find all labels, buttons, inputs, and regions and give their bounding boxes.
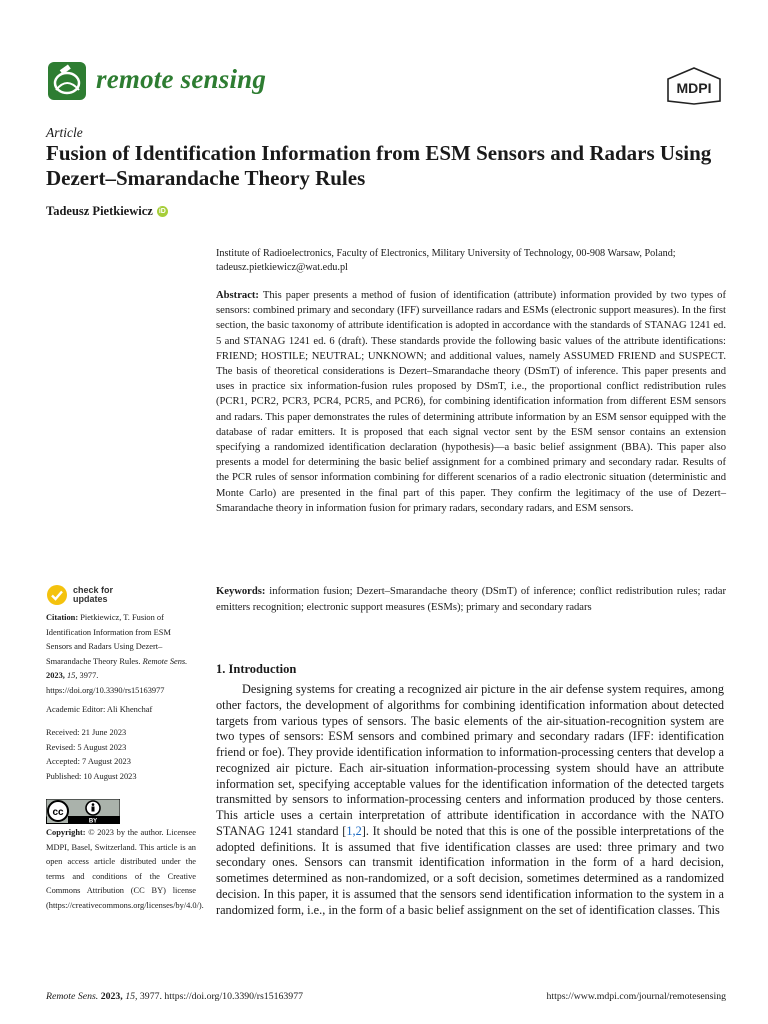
mdpi-logo-text: MDPI: [676, 80, 712, 96]
citation-journal: Remote Sens.: [142, 656, 188, 666]
affiliation-email[interactable]: tadeusz.pietkiewicz@wat.edu.pl: [216, 261, 348, 273]
footer-year: 2023,: [100, 991, 123, 1002]
section-heading: 1. Introduction: [216, 662, 297, 676]
cc-by-license-icon[interactable]: [46, 799, 120, 824]
article-type: Article: [46, 125, 83, 140]
academic-editor: Academic Editor: Ali Khenchaf: [46, 705, 153, 714]
intro-paragraph: [216, 682, 724, 918]
mdpi-logo-icon: [666, 67, 722, 105]
cc-by-label: BY: [88, 818, 98, 824]
footer-journal: Remote Sens.: [46, 991, 99, 1002]
copyright-label: Copyright:: [46, 828, 86, 837]
citation-volume: 15,: [66, 671, 78, 680]
author: [46, 204, 168, 219]
author-name: Tadeusz Pietkiewicz: [46, 204, 153, 218]
citation-block: [46, 611, 196, 698]
copyright-text: © 2023 by the author. Licensee MDPI, Basel, Switzerland. This article is an open access article distributed under the terms and conditions of the Creative Commons Attribution (CC BY) license (https://creativecommons.org/licenses/by/4.0/).: [46, 828, 204, 910]
citation-label: Citation:: [46, 613, 79, 622]
footer-journal-url[interactable]: https://www.mdpi.com/journal/remotesensing: [546, 991, 726, 1002]
date-revised: Revised: 5 August 2023: [46, 742, 127, 752]
copyright-block: [46, 826, 204, 913]
abstract-label: Abstract:: [216, 290, 259, 301]
journal-name: remote sensing: [96, 64, 267, 94]
intro-text-1: Designing systems for creating a recognized air picture in the air defense system requires, among other factors, the development of algorithms for combining identification information about detected targets from various types of sensors. The basic elements of the air-situation-recognition system are two types of sensors: ESM sensors and combined primary and secondary radars (IFF: identification friend or foe). They provide identification information to information-processing centers that develop a recognized air picture. Each air-situation information-processing system should have an attribute information set, specifying acceptable values for the identification information of the detected targets transmitted by sensors to information-processing centers and information produced by those centers. This article uses a certain interpretation of attribute identification in accordance with the NATO STANAG 1241 standard [: [216, 682, 724, 838]
footer-doi[interactable]: 3977. https://doi.org/10.3390/rs15163977: [139, 991, 303, 1002]
affiliation: [216, 247, 726, 274]
paper-title: Fusion of Identification Information from ESM Sensors and Radars Using Dezert–Smarandache Theory Rules: [46, 141, 712, 190]
date-published: Published: 10 August 2023: [46, 771, 137, 781]
keywords-text: information fusion; Dezert–Smarandache theory (DSmT) of inference; conflict redistribution rules; radar emitters recognition; electronic support measures (ESMs); primary and secondary radars: [216, 586, 726, 613]
check-for-updates-button[interactable]: [46, 584, 113, 606]
abstract-text: This paper presents a method of fusion of identification (attribute) information provided by two types of sensors: combined primary and secondary (IFF) surveillance radars and ESMs (electronic support measures). In the first section, the basic taxonomy of attribute identification is adopted in accordance with the standards of STANAG 1241 ed. 5 and STANAG 1241 ed. 6 (draft). These standards provide the following basic values of the attribute identifications: FRIEND; HOSTILE; NEUTRAL; UNKNOWN; and additional values, namely ASSUMED FRIEND and SUSPECT. The basis of theoretical considerations is Dezert–Smarandache theory (DSmT) of inference. This paper presents and uses in practice six information-fusion rules proposed by DSmT, i.e., the proportional conflict redistribution rules (PCR1, PCR2, PCR3, PCR4, PCR5, and PCR6), for combining identification information from different ESM sensors and radars. This paper demonstrates the rules of determining attribute information by an ESM sensor equipped with the database of radar emitters. It is proposed that each signal vector sent by the ESM sensor contains an extension specifying a randomized identification declaration (hypothesis)—a basic belief assignment (BBA). This paper also presents a model for determining the basic belief assignment for a combined primary and secondary radar. Results of the PCR rules of sensor information combining for different scenarios of a radio electronic situation (deterministic and Monte Carlo) are presented in the final part of this paper. They confirm the legitimacy of the use of Dezert–Smarandache theory in information fusion for primary radars, secondary radars, and ESM sensors.: [216, 290, 726, 514]
abstract: [216, 288, 726, 516]
citation-doi[interactable]: 3977. https://doi.org/10.3390/rs15163977: [46, 671, 165, 695]
svg-text:cc: cc: [52, 807, 64, 818]
citation-text: Pietkiewicz, T. Fusion of Identification Information from ESM Sensors and Radars Using Dezert–Smarandache Theory Rules.: [46, 613, 171, 666]
footer-citation: [46, 991, 303, 1002]
dates-block: [46, 726, 196, 784]
affiliation-institution: Institute of Radioelectronics, Faculty of Electronics, Military University of Technology, 00-908 Warsaw, Poland;: [216, 248, 676, 259]
orcid-icon[interactable]: iD: [158, 208, 166, 215]
date-received: Received: 21 June 2023: [46, 728, 127, 737]
keywords-label: Keywords:: [216, 586, 266, 597]
intro-text-2: ]. It should be noted that this is one of the possible interpretations of the adopted definitions. It is assumed that five identification classes are used: three primary and two secondary ones. Sensors can transmit identification information in the form of a hard decision, sometimes determined as non-randomized, or a soft decision, sometimes determined as a randomized decision. In this paper, it is assumed that the sensors send identification information to the system in a randomized form, i.e., in the form of a basic belief assignment on the set of identification classes. This: [216, 823, 724, 917]
keywords: [216, 584, 726, 615]
date-accepted: Accepted: 7 August 2023: [46, 757, 131, 766]
journal-logo-icon: [46, 60, 88, 102]
citation-link[interactable]: 1,2: [346, 823, 362, 838]
citation-year: 2023,: [46, 671, 65, 680]
footer-volume: 15,: [125, 991, 138, 1002]
check-updates-icon: [46, 584, 68, 606]
check-updates-line1: check for: [73, 584, 114, 595]
check-updates-line2: updates: [73, 594, 108, 604]
